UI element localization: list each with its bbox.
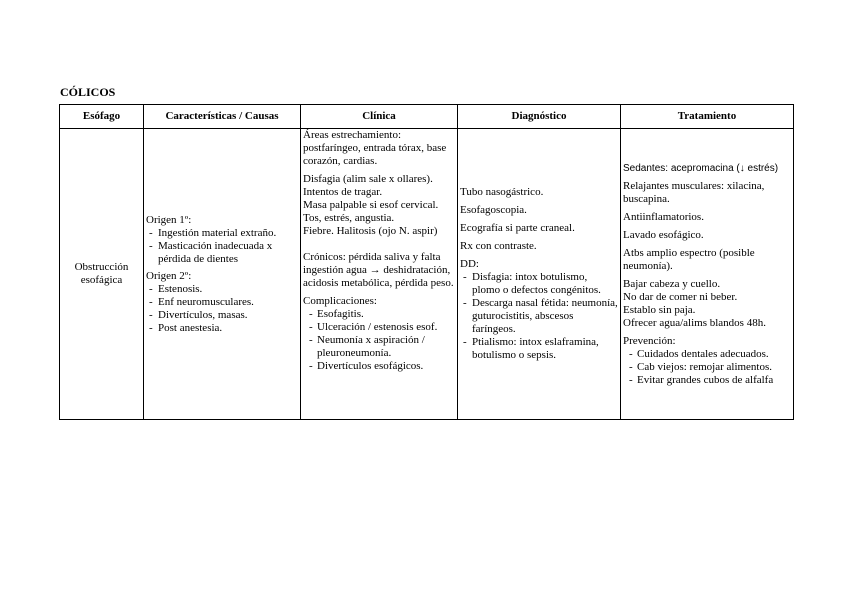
trat-bajar: Bajar cabeza y cuello. xyxy=(623,277,721,290)
origin2-label: Origen 2º: xyxy=(146,269,192,282)
trat-relajantes: Relajantes musculares: xilacina, buscapina. xyxy=(623,179,765,205)
list-item: - Masticación inadecuada x pérdida de dientes xyxy=(146,240,298,266)
dd-label: DD: xyxy=(460,258,479,270)
table-row xyxy=(60,129,794,420)
clinica-cell xyxy=(301,129,458,420)
list-item: - Divertículos, masas. xyxy=(146,309,298,322)
trat-establo: Establo sin paja. xyxy=(623,303,696,316)
clinica-cronicos: Crónicos: pérdida saliva y falta ingestión agua → deshidratación, acidosis metabólica, pérdida peso. xyxy=(303,251,454,289)
tratamiento-cell xyxy=(621,129,794,420)
condition-name: Obstrucción esofágica xyxy=(74,261,129,286)
diag-item: Rx con contraste. xyxy=(460,240,537,252)
condition-cell xyxy=(60,129,144,420)
header-row xyxy=(60,105,794,129)
list-item: - Ulceración / estenosis esof. xyxy=(303,321,455,334)
diag-item: Ecografía si parte craneal. xyxy=(460,222,575,234)
list-item: - Post anestesia. xyxy=(146,322,298,335)
clinica-tos: Tos, estrés, angustia. xyxy=(303,212,395,224)
header-diagnostico: Diagnóstico xyxy=(458,105,621,129)
colicos-table xyxy=(59,104,794,420)
page-title: CÓLICOS xyxy=(60,85,116,99)
list-item: - Disfagia: intox botulismo, plomo o defectos congénitos. xyxy=(460,271,618,297)
complications-list xyxy=(303,308,455,373)
trat-no-dar: No dar de comer ni beber. xyxy=(623,290,738,303)
header-causas: Características / Causas xyxy=(144,105,301,129)
origin1-label: Origen 1º: xyxy=(146,213,192,226)
diagnostico-cell xyxy=(458,129,621,420)
causes-cell xyxy=(144,129,301,420)
trat-ofrecer: Ofrecer agua/alims blandos 48h. xyxy=(623,316,766,329)
list-item: - Estenosis. xyxy=(146,283,298,296)
list-item: - Cab viejos: remojar alimentos. xyxy=(623,361,791,374)
list-item: - Esofagitis. xyxy=(303,308,455,321)
trat-lavado: Lavado esofágico. xyxy=(623,228,704,241)
origin1-list xyxy=(146,227,298,266)
list-item: - Ptialismo: intox eslaframina, botulismo o sepsis. xyxy=(460,336,618,362)
list-item: - Ingestión material extraño. xyxy=(146,227,298,240)
list-item: - Cuidados dentales adecuados. xyxy=(623,348,791,361)
trat-atbs: Atbs amplio espectro (posible neumonía). xyxy=(623,246,755,272)
clinica-fiebre: Fiebre. Halitosis (ojo N. aspir) xyxy=(303,225,438,237)
header-clinica: Clínica xyxy=(301,105,458,129)
origin2-list xyxy=(146,283,298,335)
trat-antiinflamatorios: Antiinflamatorios. xyxy=(623,210,704,223)
header-esofago: Esófago xyxy=(60,105,144,129)
prevention-label: Prevención: xyxy=(623,334,676,347)
clinica-areas: Áreas estrechamiento: postfaríngeo, entrada tórax, base corazón, cardias. xyxy=(303,129,447,167)
dd-list xyxy=(460,271,618,362)
diag-item: Tubo nasogástrico. xyxy=(460,186,544,198)
list-item: - Descarga nasal fétida: neumonía, guturocistitis, abscesos faríngeos. xyxy=(460,297,618,336)
list-item: - Evitar grandes cubos de alfalfa xyxy=(623,374,791,387)
diag-item: Esofagoscopia. xyxy=(460,204,527,216)
header-tratamiento: Tratamiento xyxy=(621,105,794,129)
list-item: - Divertículos esofágicos. xyxy=(303,360,455,373)
complications-label: Complicaciones: xyxy=(303,295,377,307)
clinica-masa: Masa palpable si esof cervical. xyxy=(303,199,439,211)
trat-sedantes: Sedantes: acepromacina (↓ estrés) xyxy=(623,162,779,174)
list-item: - Neumonía x aspiración / pleuroneumonía. xyxy=(303,334,455,360)
list-item: - Enf neuromusculares. xyxy=(146,296,298,309)
prevention-list xyxy=(623,348,791,387)
clinica-disfagia: Disfagia (alim sale x ollares). Intentos de tragar. xyxy=(303,173,433,198)
